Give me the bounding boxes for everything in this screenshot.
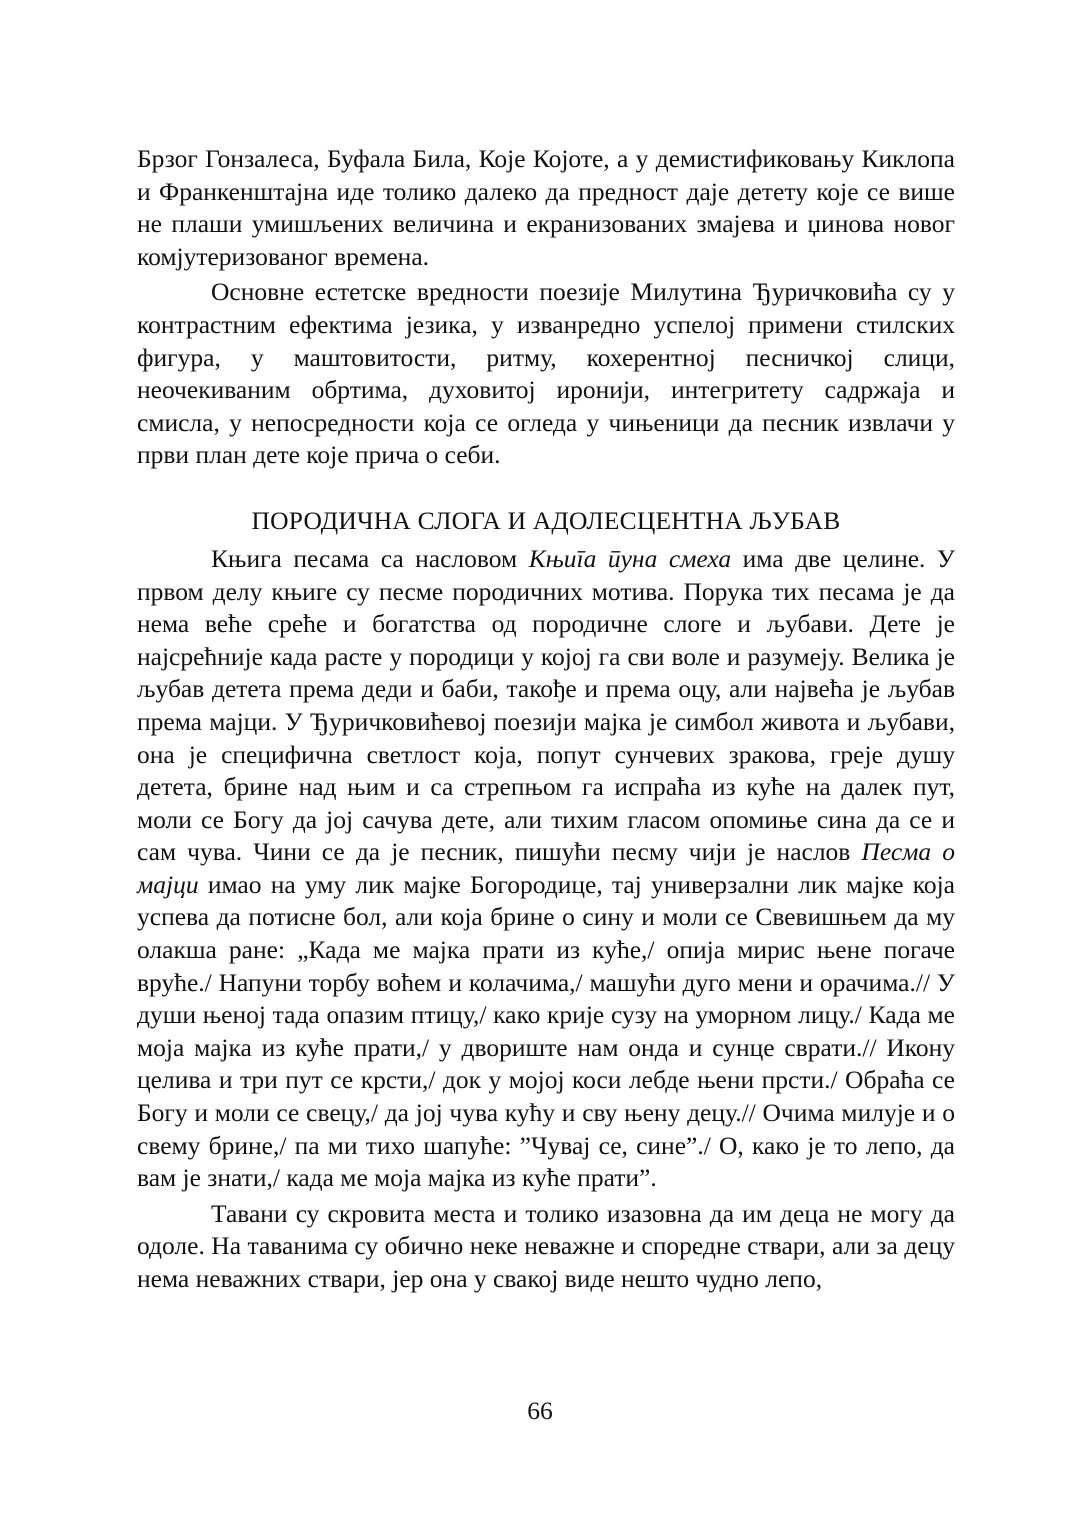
page-number: 66 — [527, 1396, 553, 1425]
paragraph-3-text-a: Књига песама са насловом — [211, 543, 529, 573]
paragraph-2: Основне естетске вредности поезије Милутина Ђуричковића су у контрастним ефектима језика, у изванредно успелој примени стилских фигура, у маштовитости, ритму, кохерентној песничкој слици, неочекиваним обртима, духовитој иронији, интегритету садржаја и смисла, у непосредности која се огледа у чињеници да песник извлачи у први план дете које прича о себи. — [137, 277, 955, 470]
paragraph-4: Тавани су скровита места и толико изазовна да им деца не могу да одоле. На таванима су обично неке неважне и споредне ствари, али за децу нема неважних ствари, јер она у свакој виде нешто чудно лепо, — [137, 1198, 955, 1293]
poem-title: Песма о мајци — [137, 837, 955, 899]
paragraph-3-text-c: имао на уму лик мајке Богородице, тај универзални лик мајке која успева да потисне бол, али која брине о сину и моли се Свевишњем да му олакша ране: „Када ме мајка прати из куће,/ опија мирис њене погаче вруће./ Напуни торбу воћем и колачима,/ машући дуго мени и орачима.// У души њеној тада опазим птицу,/ како крије сузу на уморном лицу./ Када ме моја мајка из куће прати,/ у двориште нам онда и сунце сврати.// Икону целива и три пут се крсти,/ док у мојој коси лебде њени прсти./ Обраћа се Богу и моли се свецу,/ да јој чува кућу и сву њену децу.// Очима милује и о свему брине,/ па ми тихо шапуће: ”Чувај се, сине”./ О, како је то лепо, да вам је знати,/ када ме моја мајка из куће прати”. — [137, 869, 955, 1193]
paragraph-3 — [137, 543, 955, 1195]
paragraph-1: Брзог Гонзалеса, Буфала Била, Које Којоте, а у демистификовању Киклопа и Франкенштајна иде толико далеко да предност даје детету које се више не плаши умишљених величина и екранизованих змајева и џинова новог комјутеризованог времена. — [137, 144, 955, 271]
page-body — [137, 143, 955, 1296]
book-title: Књига пуна смеха — [528, 543, 732, 573]
paragraph-3-text-b: има две целине. У првом делу књиге су песме породичних мотива. Порука тих песама је да нема веће среће и богатства од породичне слоге и љубави. Дете је најсрећније када расте у породици у којој га сви воле и разумеју. Велика је љубав детета према деди и баби, такође и према оцу, али највећа је љубав према мајци. У Ђуричковићевој поезији мајка је симбол живота и љубави, она је специфична светлост која, попут сунчевих зракова, греје душу детета, брине над њим и са стрепњом га испраћа из куће на далек пут, моли се Богу да јој сачува дете, али тихим гласом опомиње сина да се и сам чува. Чини се да је песник, пишући песму чији је наслов — [137, 543, 955, 867]
section-heading: ПОРОДИЧНА СЛОГА И АДОЛЕСЦЕНТНА ЉУБАВ — [251, 505, 841, 535]
